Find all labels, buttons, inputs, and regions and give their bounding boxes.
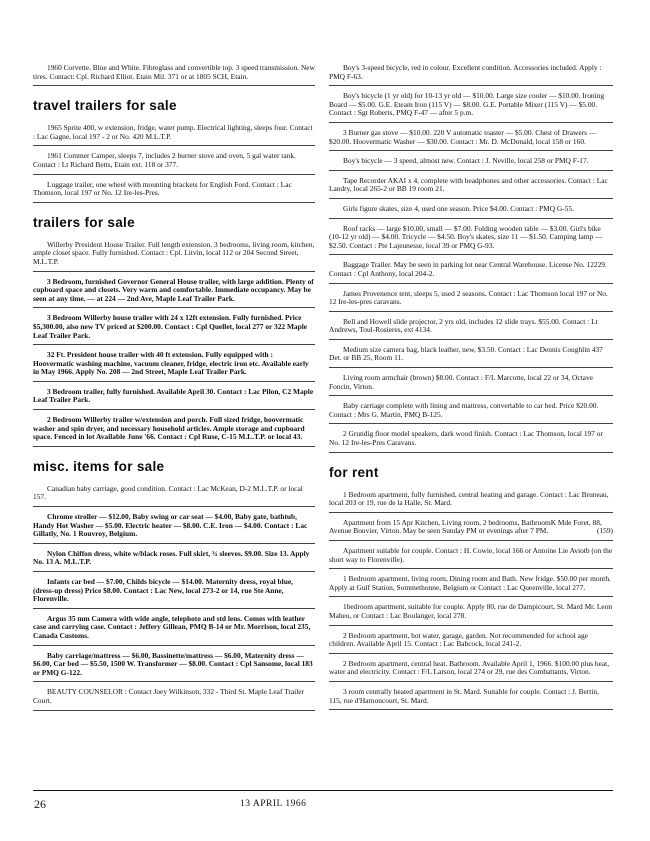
classified-ad: Willerby President House Trailer. Full length extension. 3 bedrooms, living room, kitchen, ample closet space. Fully furnished. Contact : Cpl. Litvin, local 112 or 204 Second Street, M.L.T.P. xyxy=(33,239,315,272)
page-number: 26 xyxy=(34,797,46,811)
classified-ad: Medium size camera bag, black leather, new, $3.50. Contact : Lac Dennis Coughlin 437 Det. or BB 25, Room 11. xyxy=(329,344,613,368)
classified-ad: Apartment suitable for couple. Contact : H. Cowie, local 166 or Antoine Lie Aviotb (on the short way to Florenville). xyxy=(329,545,613,569)
classified-ad: Nylon Chiffon dress, white w/black roses. Full skirt, ¾ sleeves. $9.00. Size 13. Apply No. 13 A. M.L.T.P. xyxy=(33,548,315,572)
classified-ad: Tape Recorder AKAI x 4, complete with headphones and other accessories. Contact : Lac Landry, local 265-2 or BB 19 room 21. xyxy=(329,175,613,199)
classified-ad: Baggage Trailer. May be seen in parking lot near Central Warehouse. License No. 12229. Contact : Cpl Anthony, local 204-2. xyxy=(329,259,613,283)
classified-ad: 32 Ft. President house trailer with 40 ft extension. Fully equipped with : Hoovermatic washing machine, vacuum cleaner, fridge, electric iron etc. Available early in May 1966. Apply No. 208 — 2nd Street, Maple Leaf Trailer Park. xyxy=(33,349,315,382)
classified-ad: 3 Bedroom, furnished Governor General House trailer, with large addition. Plenty of cupboard space and closets. Very warm and comfortable. Immediate occupancy. May be seen at any time. — at 224 — 2nd Ave, Maple Leaf Trailer Park. xyxy=(33,276,315,309)
classified-ad: Bell and Howell slide projector, 2 yrs old, includes 12 slide trays. $55.00. Contact : Lt Andrews, Toul-Rosieres, ext 4134. xyxy=(329,316,613,340)
classified-ad: 1 Bedroom apartment, fully furnished, central heating and garage. Contact : Lac Bruneau, local 203 or 19, rue de la Halle, St. Mard. xyxy=(329,489,613,513)
classified-ad: Luggage trailer, one wheel with mounting brackets for English Ford. Contact : Lac Thomson, local 197 or No. 12 Ire-les-Pres. xyxy=(33,179,315,203)
classified-ad: Infants car bed — $7.00, Childs bicycle — $14.00. Maternity dress, royal blue, (dress-up dress) Price $8.00. Contact : Lac New, local 273-2 or 14, rue Ste Anne, Florenville. xyxy=(33,576,315,609)
classified-ad: Roof racks — large $10.00, small — $7.00. Folding wooden table — $3.00. Girl's bike (10-12 yr old) — $4.00. Tricycle — $4.50. Boy's skates, size 11 — $1.50. Camping lamp — $2.50. Contact : Pte Lajeunesse, local 39 or PMQ G-93. xyxy=(329,223,613,256)
right-column xyxy=(329,62,613,714)
classified-ad: Boy's 3-speed bicycle, red in colour. Excellent condition. Accessories included. Apply : PMQ F-63. xyxy=(329,62,613,86)
classified-ad: Boy's bicycle (1 yr old) for 10-13 yr old — $10.00. Large size cooler — $10.00. Ironing Board — $5.00. G.E. Eteam Iron (115 V) — $8.00. G.E. Portable Mixer (115 V) — $5.00. Contact : Sgt Roberts, PMQ F-47 — after 5 p.m. xyxy=(329,90,613,123)
classified-ad: Chrome stroller — $12.00, Baby swing or car seat — $4.00, Baby gate, bathtub, Handy Hot Washer — $5.00. Electric heater — $8.00. C.E. Iron — $4.00. Contact : Lac Gillatly, No. 1 Rouvroy, Belgium. xyxy=(33,511,315,544)
ad-number: (159) xyxy=(596,526,613,536)
classified-ad: 3 Bedroom Willerby house trailer with 24 x 12ft extension. Fully furnished. Price $5,300.00, also new TV priced at $200.00. Contact : Cpl Quellet, local 277 or 322 Maple Leaf Trailer Park. xyxy=(33,312,315,345)
classified-ad: Boy's bicycle — 3 speed, almost new. Contact : J. Neville, local 258 or PMQ F-17. xyxy=(329,155,613,171)
classified-ad: Living room armchair (brown) $8.00. Contact : F/L Marcotte, local 22 or 34, Octave Foncin, Virton. xyxy=(329,372,613,396)
issue-date: 13 APRIL 1966 xyxy=(240,799,307,809)
section-heading-for-rent: for rent xyxy=(329,464,379,480)
classified-ad: 2 Bedroom apartment, hot water, garage, garden. Not recommended for school age children. Available April 15. Contact : Lac Babcock, local 241-2. xyxy=(329,630,613,654)
classified-ad: 3 Burner gas stove — $10.00. 220 V automatic toaster — $5.00. Chest of Drawers — $20.00. Hoovermatic Washer — $30.00. Contact : Mr. D. McDonald, local 158 or 160. xyxy=(329,127,613,151)
classified-ad: 1960 Corvette. Blue and White. Fibreglass and convertible top. 3 speed transmission. New tires. Contact: Cpl. Richard Elliot. Etain Mil. 371 or at 1805 SCH, Etain. xyxy=(33,62,315,86)
classified-ad xyxy=(329,517,613,541)
classified-ad: 3 room centrally heated apartment in St. Mard. Suitable for couple. Contact : J. Bertin, 115, rue d'Harnoncourt, St. Mard. xyxy=(329,686,613,710)
ad-text: Apartment from 15 Apr Kitchen, Living room, 2 bedrooms, BathroomK Mde Foret, 88, Avenue Bouvier, Virton. May be seen Sunday PM or evenings after 7 PM. xyxy=(329,517,602,536)
classified-ad: 3 Bedroom trailer, fully furnished. Available April 30. Contact : Lac Pilon, C2 Maple Leaf Trailer Park. xyxy=(33,386,315,410)
classified-ad: Canadian baby carriage, good condition. Contact : Lac McKean, D-2 M.L.T.P. or local 157. xyxy=(33,483,315,507)
classified-ad: BEAUTY COUNSELOR : Contact Joey Wilkinson, 332 - Third St. Maple Leaf Trailer Court. xyxy=(33,686,315,710)
section-heading-misc: misc. items for sale xyxy=(33,458,165,474)
footer-divider xyxy=(33,790,613,791)
section-heading-travel-trailers: travel trailers for sale xyxy=(33,98,177,114)
classified-ad: Girls figure skates, size 4, used one season. Price $4.00. Contact : PMQ G-55. xyxy=(329,203,613,219)
section-heading-trailers: trailers for sale xyxy=(33,214,135,230)
classified-ad: James Provenence tent, sleeps 5, used 2 seasons. Contact : Lac Thomson local 197 or No. 12 Ire-les-pres caravans. xyxy=(329,288,613,312)
left-column xyxy=(33,62,315,715)
classified-ad: Argus 35 mm Camera with wide angle, telephoto and std lens. Comes with leather case and carrying case. Contact : Jeffery Gillean, PMQ B-14 or Mr. Morrison, local 235, Canada Customs. xyxy=(33,613,315,646)
classified-ad: 1965 Sprite 400, w extension, fridge, water pump. Electrical lighting, sleeps four. Contact : Lac Gagne, local 197 - 2 or No. 420 M.L.T.P. xyxy=(33,122,315,146)
classified-ad: 2 Bedroom Willerby trailer w/extension and porch. Full sized fridge, hoovermatic washer and spin dryer, and necessary household articles. Ample storage and cupboard space. Fenced in lot Available June '66. Contact : Cpl Ruse, C-15 M.L.T.P. or local 43. xyxy=(33,414,315,447)
classified-ad: 1 Bedroom apartment, living room, Dining room and Bath. New fridge. $50.00 per month. Apply at Gulf Station, Sommethonne, Belgium or Contact : Lac Queenville, local 277. xyxy=(329,573,613,597)
classified-ad: Baby carriage complete with lining and mattress, convertable to car bed. Price $20.00. Contact : Mrs G. Martin, PMQ B-125. xyxy=(329,400,613,424)
classified-ad: 2 Grundig floor model speakers, dark wood finish. Contact : Lac Thomson, local 197 or No. 12 Ire-les-Pres Caravans. xyxy=(329,428,613,452)
classified-ad: 1961 Commer Camper, sleeps 7, includes 2 burner stove and oven, 5 gal water tank. Contact : Lt Richard Betts, Etain ext. 118 or 377. xyxy=(33,150,315,174)
classified-ad: 2 Bedroom apartment, central heat. Bathroom. Available April 1, 1966. $100.00 plus heat, water and electricity. Contact : F/L Larson, local 274 or 29, rue des Combattants, Virton. xyxy=(329,658,613,682)
classified-ad: Baby carriage/mattress — $6.00, Bassinette/mattress — $6.00, Maternity dress — $6.00, Car bed — $5.50, 1500 W. Transformer — $8.00. Contact : Cpl Sansome, local 183 or PMQ G-122. xyxy=(33,650,315,683)
classified-ad: 1bedroom apartment, suitable for couple. Apply 80, rue de Dampicourt, St. Mard Mr. Leon Maheu, or Contact : Lac Boulanger, local 278. xyxy=(329,601,613,625)
